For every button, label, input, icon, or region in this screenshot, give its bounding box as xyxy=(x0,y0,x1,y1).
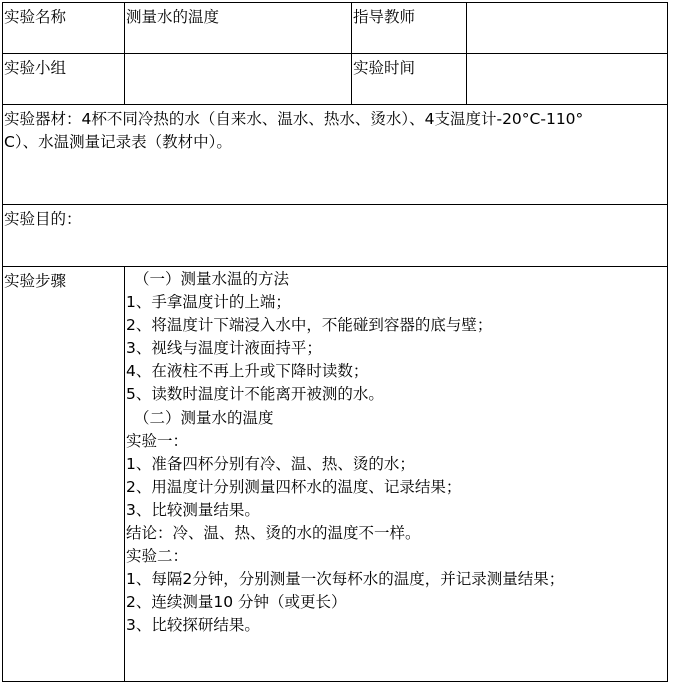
name-value-cell[interactable] xyxy=(125,3,352,54)
teacher-value xyxy=(467,3,667,7)
row-steps xyxy=(3,267,668,682)
group-label-cell xyxy=(3,54,125,105)
row-group-time xyxy=(3,54,668,105)
group-value-cell[interactable] xyxy=(125,54,352,105)
step-line: 5、读数时温度计不能离开被测的水。 xyxy=(126,385,384,404)
step-line: 1、准备四杯分别有冷、温、热、烫的水； xyxy=(126,454,415,473)
name-label-cell xyxy=(3,3,125,54)
experiment-name-value: 测量水的温度 xyxy=(126,8,220,26)
steps-label: 实验步骤 xyxy=(4,272,67,290)
row-name-teacher xyxy=(3,3,668,54)
step-line: 实验一： xyxy=(126,431,189,450)
row-purpose xyxy=(3,205,668,267)
purpose-cell[interactable] xyxy=(3,205,668,267)
purpose-label: 实验目的： xyxy=(4,210,82,228)
time-value xyxy=(467,54,667,58)
step-line: 2、用温度计分别测量四杯水的温度、记录结果； xyxy=(126,477,462,496)
steps-content-cell xyxy=(125,267,668,682)
step-line: 2、将温度计下端浸入水中，不能碰到容器的底与壁； xyxy=(126,316,493,335)
step-line: 3、视线与温度计液面持平； xyxy=(126,339,322,358)
step-line: 结论：冷、温、热、烫的水的温度不一样。 xyxy=(126,524,421,543)
group-value xyxy=(125,54,351,58)
time-value-cell[interactable] xyxy=(467,54,668,105)
group-label: 实验小组 xyxy=(4,59,67,77)
row-materials xyxy=(3,105,668,205)
teacher-label: 指导教师 xyxy=(353,8,416,26)
teacher-label-cell xyxy=(352,3,467,54)
time-label: 实验时间 xyxy=(353,59,416,77)
steps-label-cell xyxy=(3,267,125,682)
step-line: 1、每隔2分钟，分别测量一次每杯水的温度，并记录测量结果； xyxy=(126,570,565,589)
step-line: 1、手拿温度计的上端； xyxy=(126,293,291,312)
step-line: 2、连续测量10 分钟（或更长） xyxy=(126,593,347,612)
experiment-record-table xyxy=(2,2,668,682)
step-line: （一）测量水温的方法 xyxy=(134,270,290,288)
time-label-cell xyxy=(352,54,467,105)
steps-list xyxy=(125,267,667,638)
teacher-value-cell[interactable] xyxy=(467,3,668,54)
step-line: （二）测量水的温度 xyxy=(134,408,274,427)
step-line: 实验二： xyxy=(126,547,189,566)
step-line: 4、在液柱不再上升或下降时读数； xyxy=(126,362,369,381)
materials-text: 实验器材：4杯不同冷热的水（自来水、温水、热水、烫水）、4支温度计-20°C-110°C）、水温测量记录表（教材中）。 xyxy=(4,110,584,151)
materials-cell xyxy=(3,105,668,205)
experiment-name-label: 实验名称 xyxy=(4,8,67,26)
step-line: 3、比较测量结果。 xyxy=(126,500,260,519)
step-line: 3、比较探研结果。 xyxy=(126,616,260,635)
